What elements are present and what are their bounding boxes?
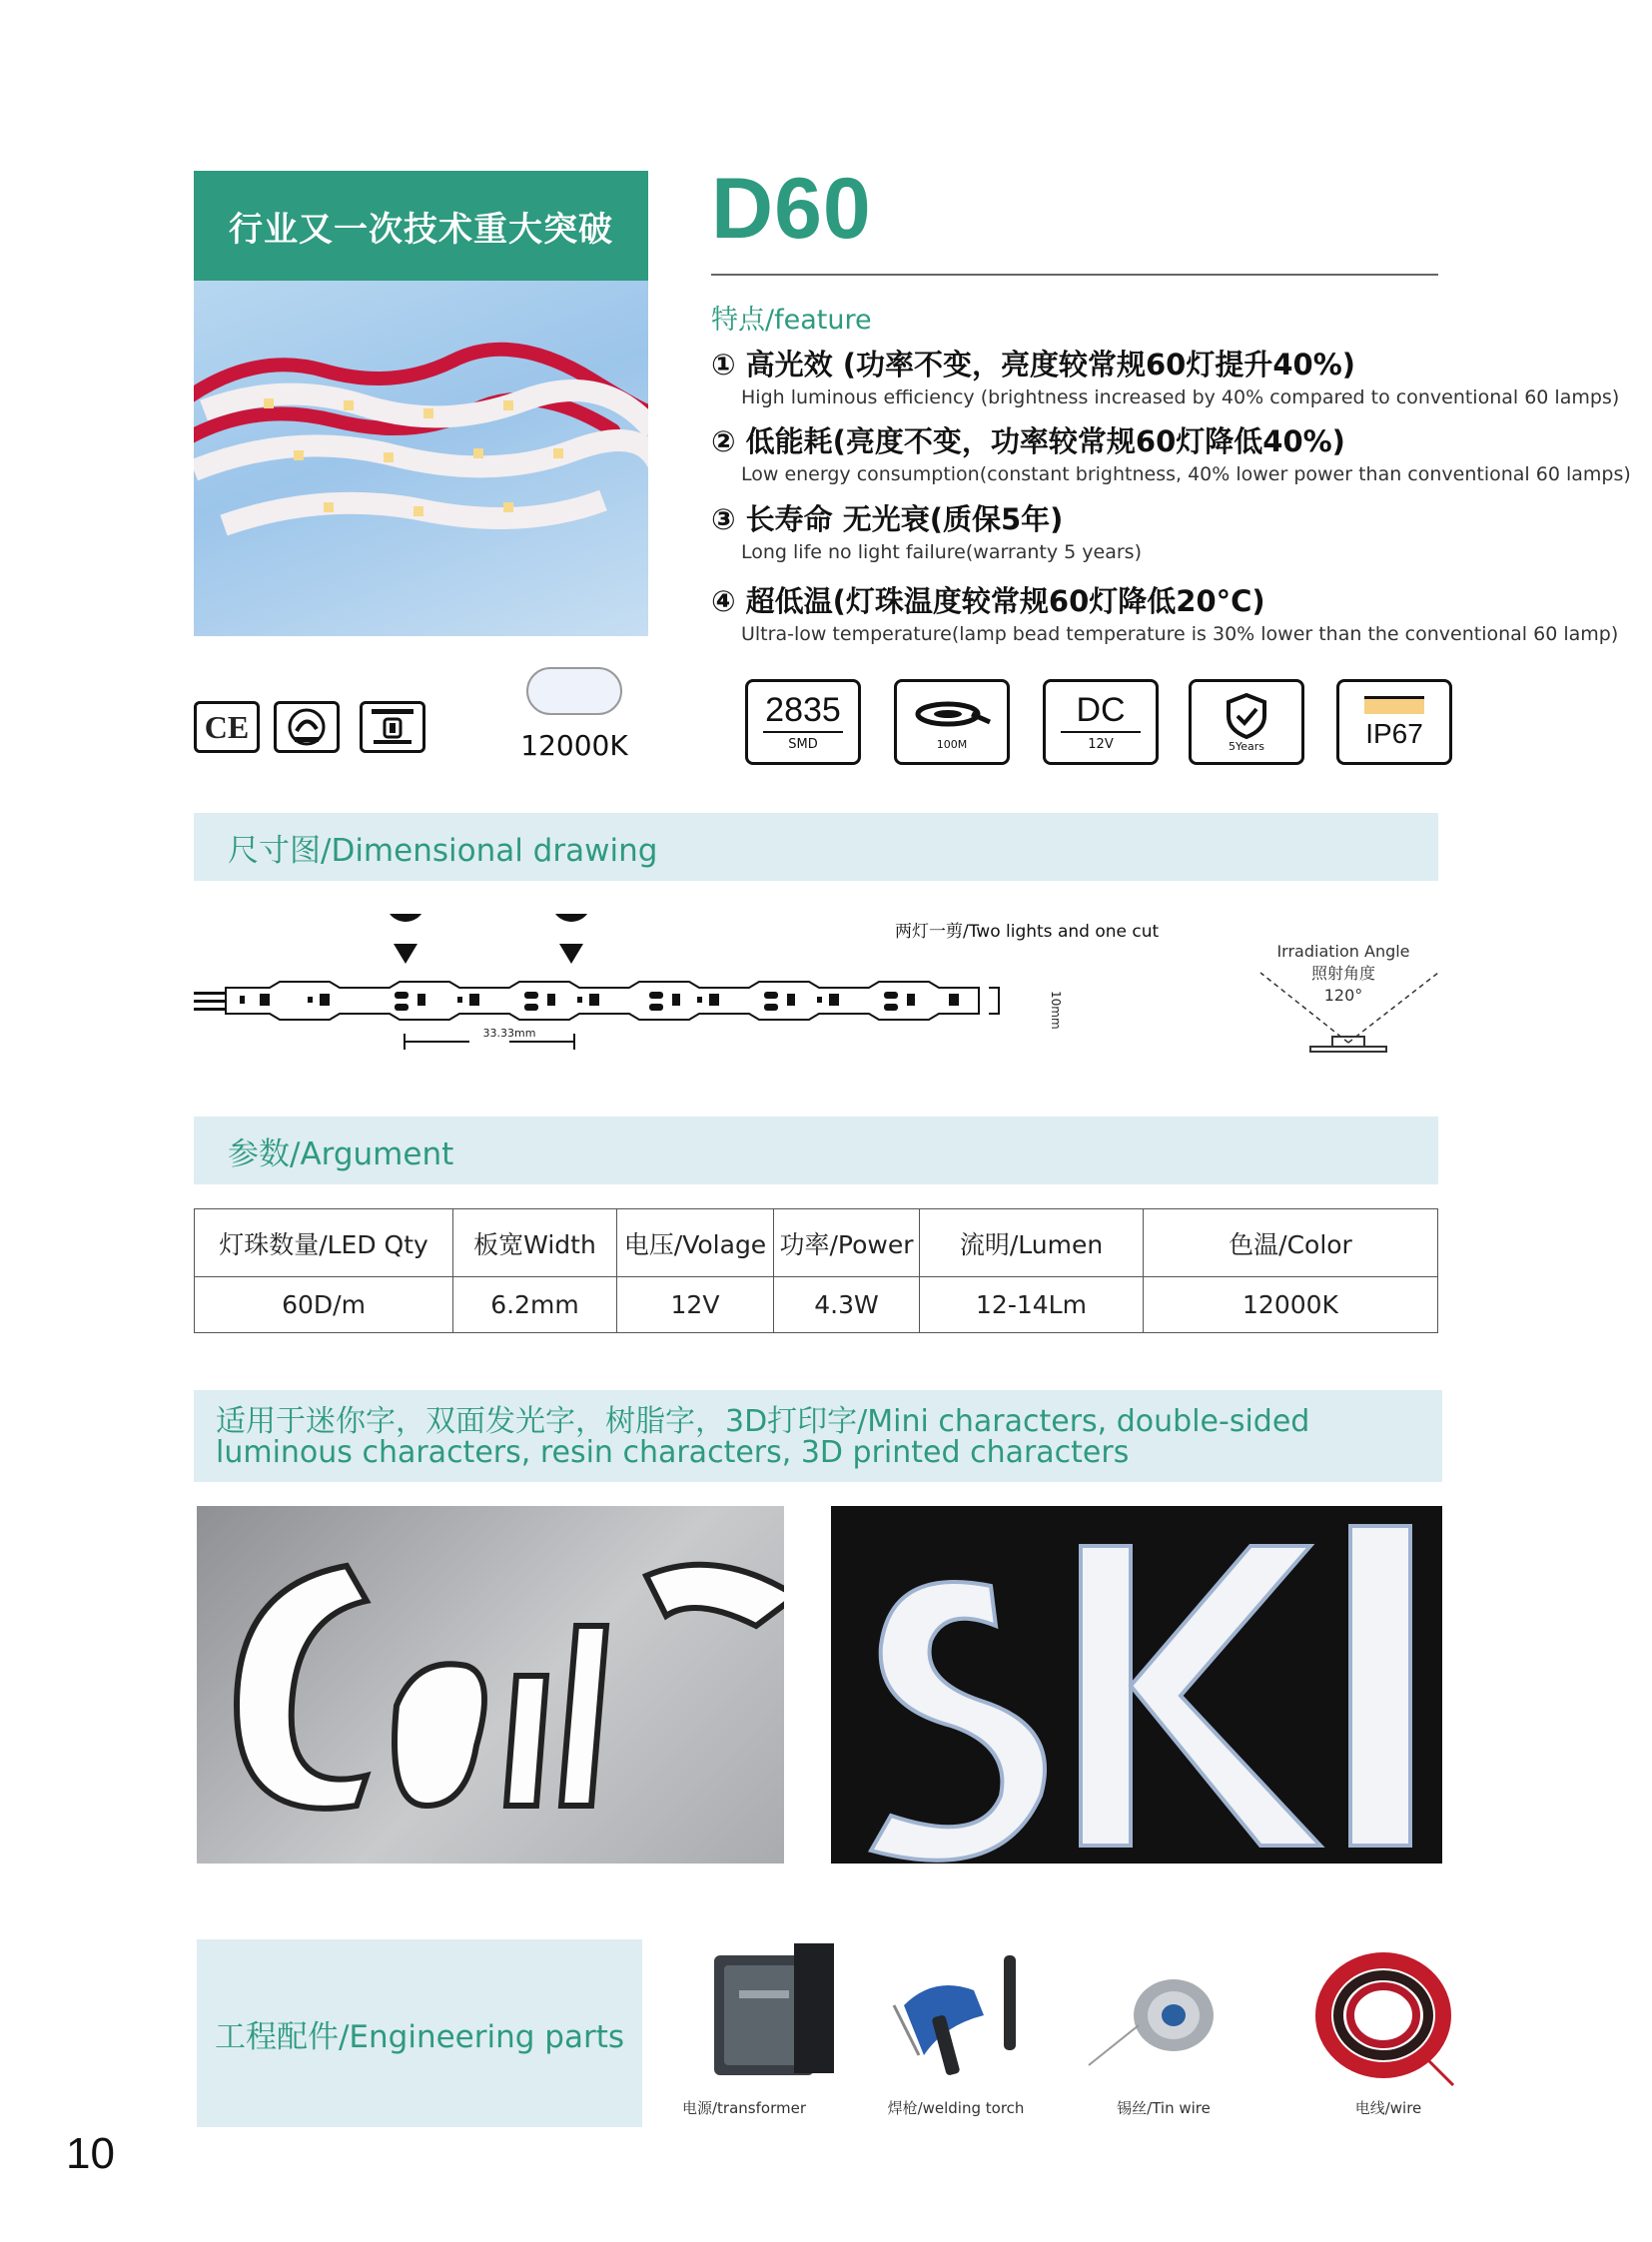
model-title: D60 [711,161,872,257]
smd-2835-icon [745,679,861,765]
section-applications: 适用于迷你字，双面发光字，树脂字，3D打印字/Mini characters, double-sided luminous characters, resin characters, 3D printed characters [194,1390,1442,1482]
spec-icon-value: DC [1076,690,1126,729]
section-argument: 参数/Argument [194,1117,1438,1184]
angle-label-en: Irradiation Angle [1276,942,1410,961]
cartier-sign-photo [197,1506,784,1864]
feature-cn: ③ 长寿命 无光衰(质保5年) [711,502,1064,536]
cut-instruction-label: 两灯一剪/Two lights and one cut [895,922,1160,942]
certificate-label-icon [360,701,425,753]
section-engineering-parts: 工程配件/Engineering parts [197,1939,642,2127]
width-dimension-label: 10mm [1049,991,1063,1030]
spec-table [194,1208,1438,1333]
feature-item [711,579,1619,645]
led-strip-product-photo [194,281,648,636]
table-header: 色温/Color [1144,1209,1438,1277]
title-divider [711,274,1438,276]
feature-item [711,497,1610,563]
feature-en: Long life no light failure(warranty 5 years) [741,541,1142,563]
table-header: 流明/Lumen [920,1209,1144,1277]
page-number: 10 [66,2129,115,2178]
spec-icon-value: IP67 [1365,718,1423,749]
table-cell: 60D/m [195,1277,453,1333]
ip67-icon [1336,679,1452,765]
section-dimensional-drawing: 尺寸图/Dimensional drawing [194,813,1438,881]
feature-item [711,419,1631,485]
table-header: 电压/Volage [617,1209,774,1277]
dc-voltage-icon [1043,679,1159,765]
table-cell: 4.3W [774,1277,920,1333]
angle-value: 120° [1323,986,1363,1005]
color-temperature-swatch [526,667,622,715]
feature-cn: ② 低能耗(亮度不变，功率较常规60灯降低40%) [711,424,1345,458]
part-label: 电线/wire [1354,2099,1422,2117]
transformer-photo [684,1935,854,2100]
feature-cn: ① 高光效 (功率不变，亮度较常规60灯提升40%) [711,348,1356,381]
feature-item [711,343,1620,408]
pitch-dimension-label: 33.33mm [482,1027,536,1040]
table-header: 板宽Width [453,1209,617,1277]
spec-icon-caption: 5Years [1228,739,1265,753]
table-cell: 12V [617,1277,774,1333]
feature-en: Low energy consumption(constant brightness, 40% lower power than conventional 60 lamps) [741,463,1631,485]
feature-cn: ④ 超低温(灯珠温度较常规60灯降低20°C) [711,584,1265,618]
ce-mark-icon: CE [194,701,260,753]
welding-torch-photo [884,1935,1054,2100]
wire-coil-photo [1303,1935,1473,2100]
color-temperature-label: 12000K [520,729,628,762]
part-label: 锡丝/Tin wire [1117,2099,1211,2117]
table-row [195,1277,1438,1333]
table-cell: 12-14Lm [920,1277,1144,1333]
feature-en: Ultra-low temperature(lamp bead temperature is 30% lower than the conventional 60 lamp) [741,623,1619,645]
spec-icon-caption: SMD [788,736,818,752]
warranty-shield-icon [1189,679,1304,765]
spec-icon-caption: 100M [936,737,968,751]
spec-icon-caption: 12V [1088,736,1114,752]
table-header: 功率/Power [774,1209,920,1277]
tin-wire-photo [1079,1935,1248,2100]
table-cell: 12000K [1144,1277,1438,1333]
headline-banner: 行业又一次技术重大突破 [194,171,648,281]
rohs-icon [274,701,340,753]
feature-en: High luminous efficiency (brightness increased by 40% compared to conventional 60 lamps) [741,386,1620,408]
spec-icon-value: 2835 [765,690,841,729]
part-label: 焊枪/welding torch [887,2099,1025,2117]
table-header: 灯珠数量/LED Qty [195,1209,453,1277]
reel-length-icon [894,679,1010,765]
part-label: 电源/transformer [682,2099,806,2117]
strip-dimension-drawing [190,914,1089,1064]
angle-label-cn: 照射角度 [1310,964,1375,983]
feature-heading: 特点/feature [711,305,872,336]
skii-sign-photo [831,1506,1442,1864]
table-cell: 6.2mm [453,1277,617,1333]
table-header-row [195,1209,1438,1277]
irradiation-angle-diagram [1248,965,1448,1060]
